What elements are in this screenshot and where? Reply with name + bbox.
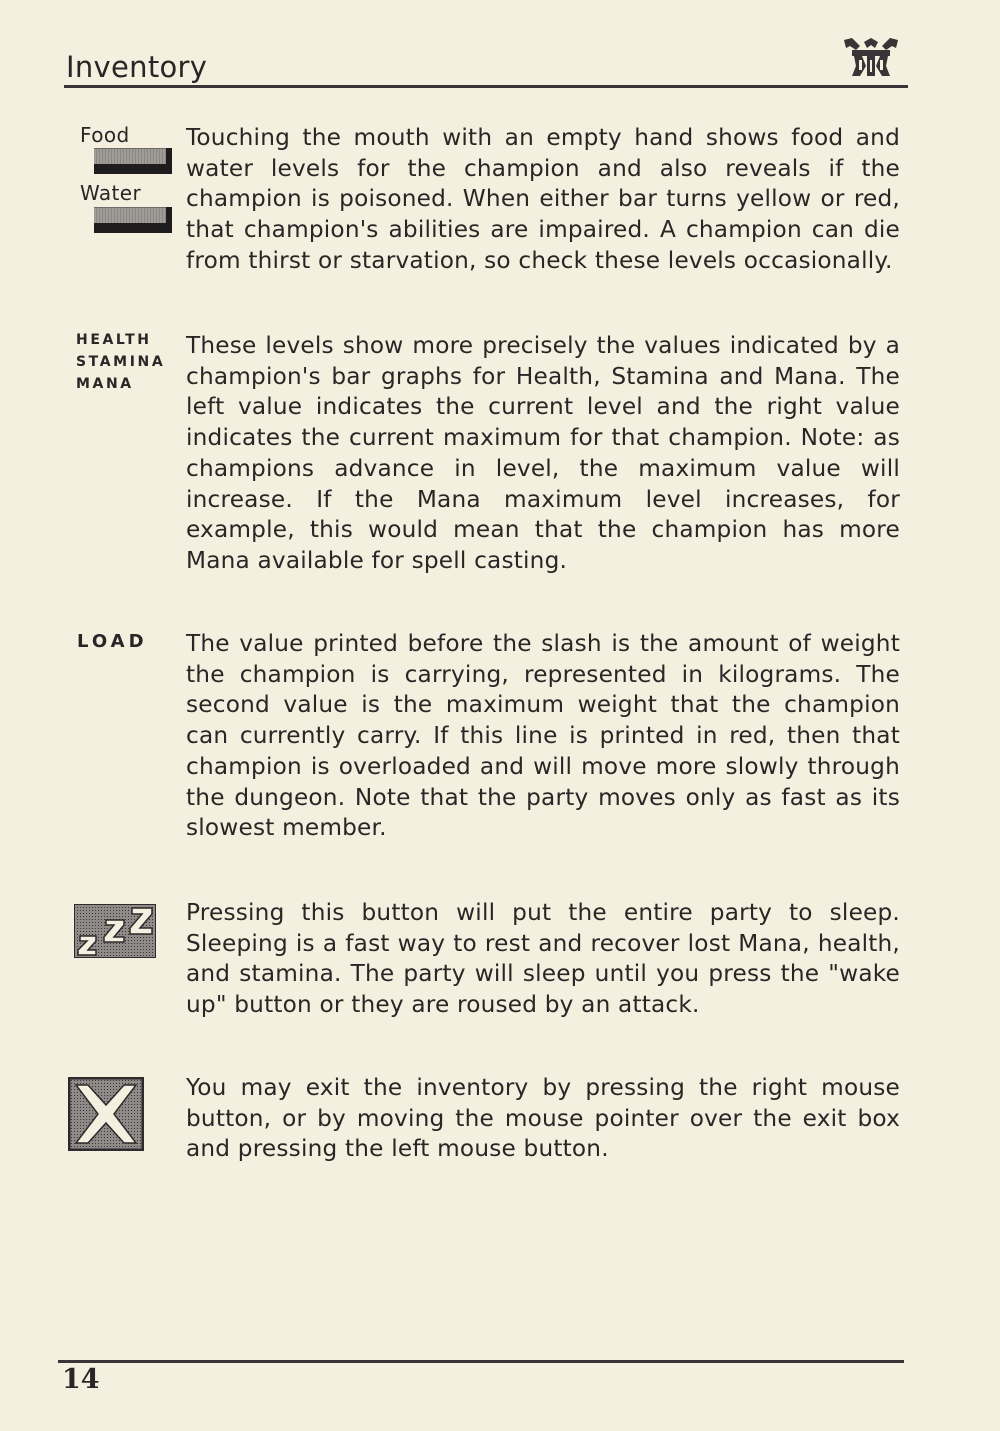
food-bar [94, 148, 172, 174]
page-title: Inventory [66, 50, 208, 84]
load-label: LOAD [77, 631, 148, 652]
exit-x-icon [68, 1077, 144, 1151]
food-water-description: Touching the mouth with an empty hand shows food and water levels for the champion and also reveals if the champion is poisoned. When either bar turns yellow or red, that champion's abilities are impaired. A champion can die from thirst or starvation, so check these levels occasionally. [186, 124, 900, 274]
dungeon-master-emblem-icon [842, 36, 900, 78]
sleep-zzz-icon [74, 904, 156, 958]
mana-label: MANA [76, 376, 134, 392]
water-bar [94, 207, 172, 233]
header-rule [64, 85, 908, 88]
load-description: The value printed before the slash is the amount of weight the champion is carrying, represented in kilograms. The second value is the maximum weight that the champion can currently carry. If this line is printed in red, then that champion is overloaded and will move more slowly through the dungeon. Note that the party moves only as fast as its slowest member. [186, 630, 900, 842]
stat-labels [76, 329, 165, 395]
footer-rule [58, 1360, 904, 1363]
sleep-description: Pressing this button will put the entire party to sleep. Sleeping is a fast way to rest and recover lost Mana, health, and stamina. The party will sleep until you press the "wake up" button or they are roused by an attack. [186, 899, 900, 1019]
water-label: Water [80, 181, 142, 205]
food-label: Food [80, 123, 130, 147]
exit-description: You may exit the inventory by pressing the right mouse button, or by moving the mouse pointer over the exit box and pressing the left mouse button. [186, 1074, 900, 1163]
page-number: 14 [62, 1364, 100, 1395]
food-bar-fill [94, 148, 168, 165]
water-bar-fill [94, 207, 168, 224]
stats-description: These levels show more precisely the values indicated by a champion's bar graphs for Health, Stamina and Mana. The left value indicates the current level and the right value indicates the current maximum for that champion. Note: as champions advance in level, the maximum value will increase. If the Mana maximum level increases, for example, this would mean that the champion has more Mana available for spell casting. [186, 332, 900, 574]
health-label: HEALTH [76, 332, 152, 348]
stamina-label: STAMINA [76, 354, 166, 370]
